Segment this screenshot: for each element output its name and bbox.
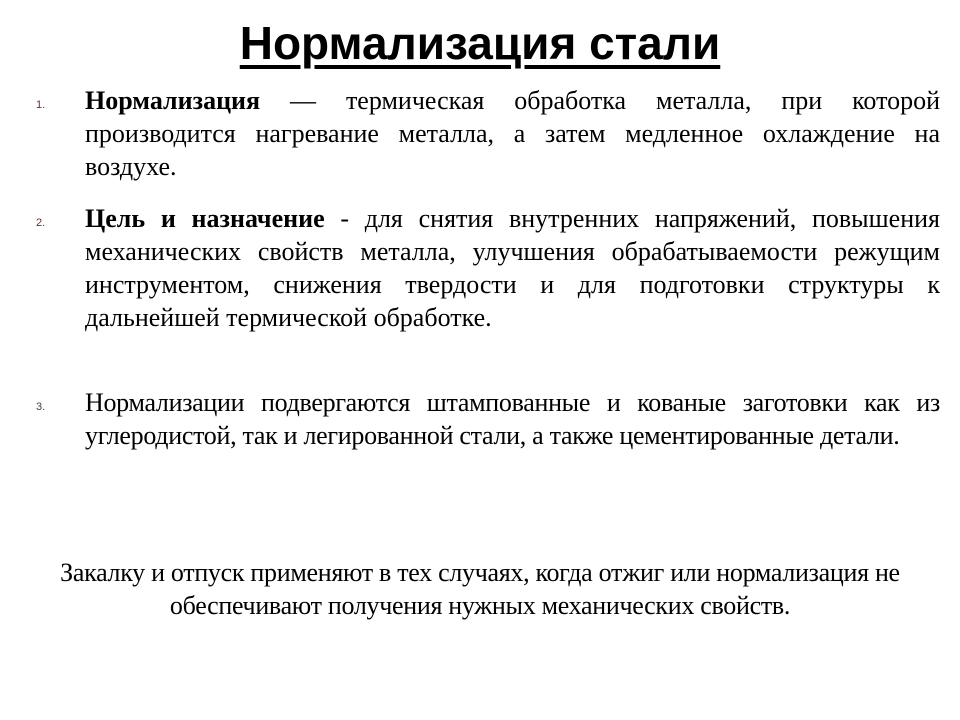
slide-title-text: Нормализация стали bbox=[239, 17, 721, 69]
list-item-term: Нормализация bbox=[85, 86, 261, 115]
slide-title bbox=[0, 12, 960, 74]
list-number-1: 1. bbox=[36, 99, 46, 111]
slide-footer-note: Закалку и отпуск применяют в тех случаях, когда отжиг или нормализация не обеспечивают получения нужных механических свойств. bbox=[60, 558, 900, 620]
list-number-3: 3. bbox=[36, 401, 46, 413]
list-item-text: - для снятия внутренних напряжений, повышения механических свойств металла, улучшения обрабатываемости режущим инструментом, снижения твердости и для подготовки структуры к дальнейшей термической обработке. bbox=[85, 204, 940, 332]
list-item-text: — термическая обработка металла, при которой производится нагревание металла, а затем медленное охлаждение на воздухе. bbox=[85, 86, 940, 181]
list-item-text: Нормализации подвергаются штампованные и кованые заготовки как из углеродистой, так и легированной стали, а также цементированные детали. bbox=[85, 388, 940, 450]
list-item-2 bbox=[85, 202, 940, 334]
list-item-term: Цель и назначение bbox=[85, 204, 325, 233]
list-item-3 bbox=[85, 386, 940, 452]
list-number-2: 2. bbox=[36, 217, 46, 229]
list-item-1 bbox=[85, 84, 940, 183]
